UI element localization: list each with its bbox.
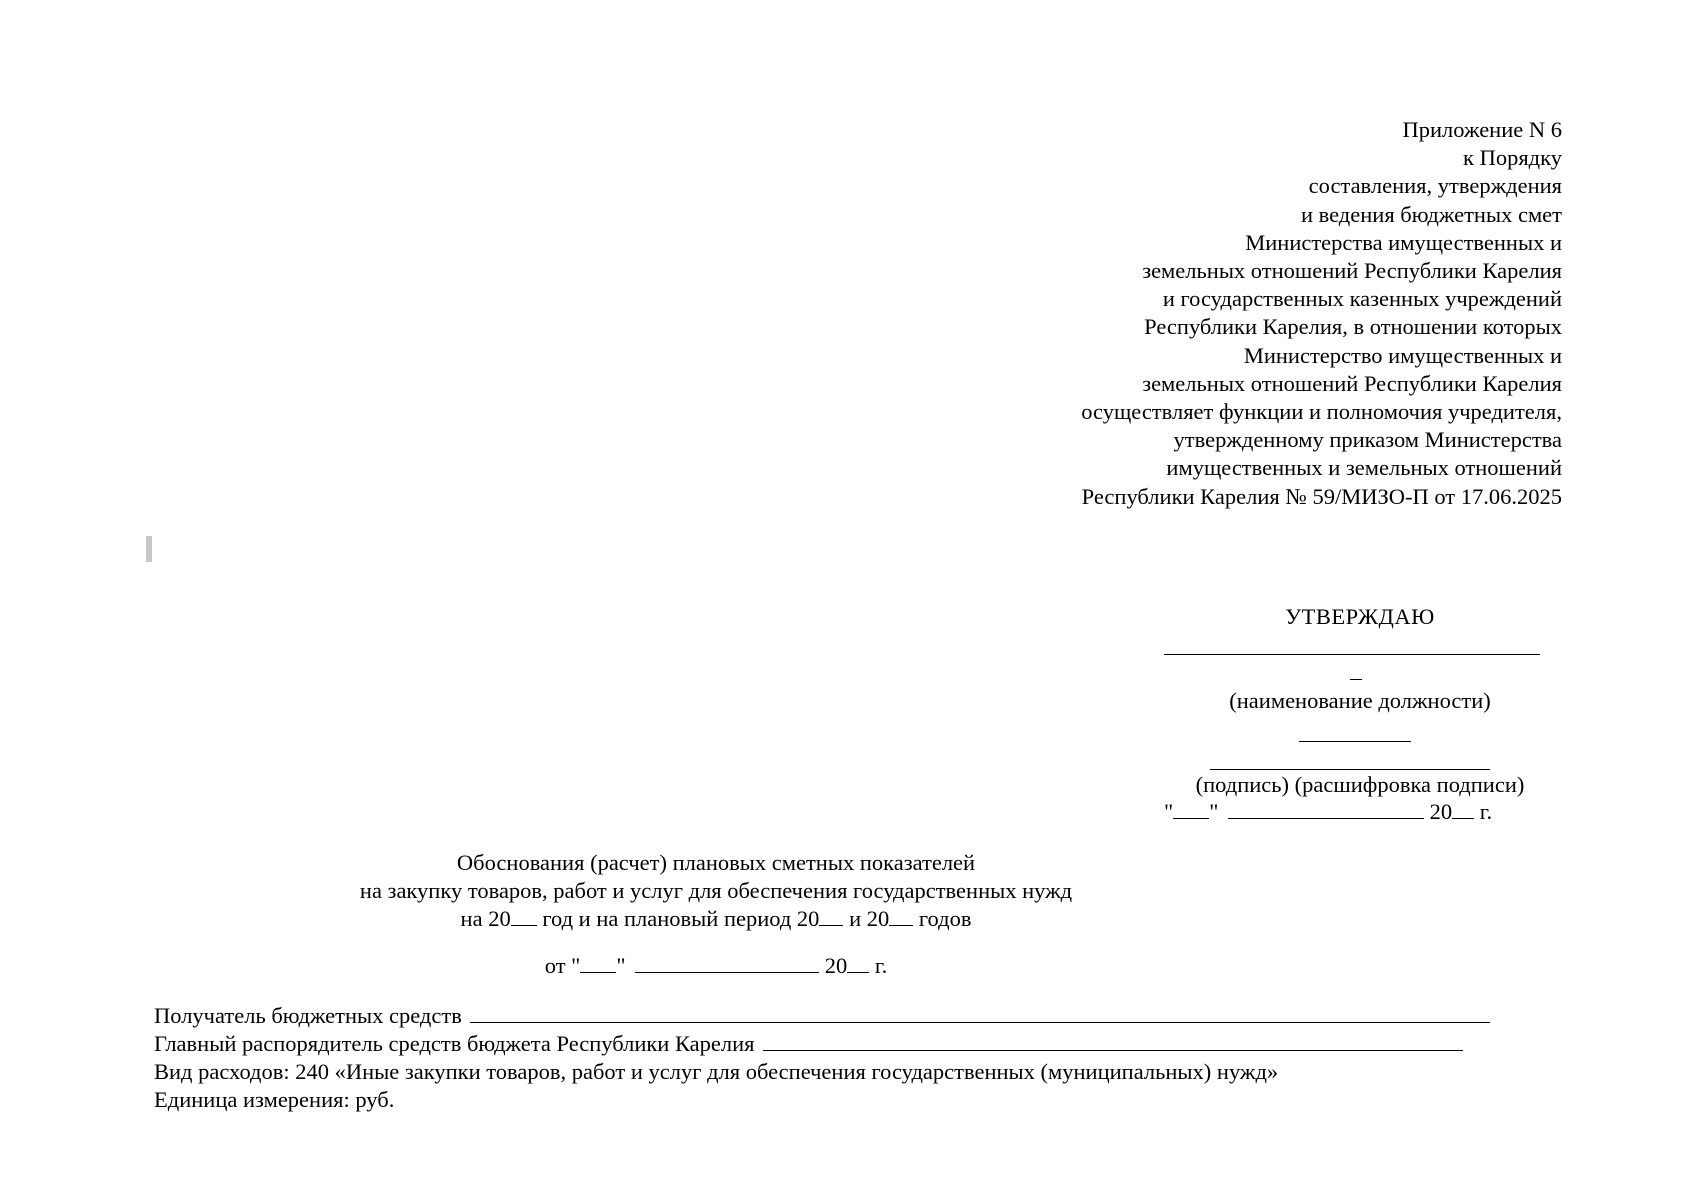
main-manager-label: Главный распорядитель средств бюджета Республики Карелия xyxy=(154,1031,755,1056)
position-line xyxy=(1164,654,1540,655)
day-blank xyxy=(580,952,616,973)
year-blank xyxy=(511,905,537,926)
year-blank xyxy=(819,905,843,926)
appendix-line: Приложение N 6 xyxy=(1402,117,1562,142)
from-year-prefix: 20 xyxy=(824,953,848,978)
title-line-1: Обоснования (расчет) плановых сметных показателей xyxy=(456,850,976,875)
appendix-line: земельных отношений Республики Карелия xyxy=(1142,258,1562,284)
title-plan-period: год и на плановый период 20 xyxy=(542,906,820,931)
document-date xyxy=(0,952,1432,979)
main-manager-row xyxy=(154,1030,1514,1058)
title-year-prefix: на 20 xyxy=(460,906,511,931)
from-prefix: от " xyxy=(544,953,581,978)
year-blank xyxy=(889,905,913,926)
appendix-line: земельных отношений Республики Карелия xyxy=(1142,370,1562,396)
appendix-line: и ведения бюджетных смет xyxy=(1300,201,1562,227)
appendix-line: Республики Карелия № 59/МИЗО-П от 17.06.2025 xyxy=(1081,483,1562,509)
appendix-line: утвержденному приказом Министерства xyxy=(1173,427,1562,453)
main-manager-field-line xyxy=(763,1032,1463,1051)
from-year-suffix: г. xyxy=(874,953,888,978)
date-open-quote: " xyxy=(1164,799,1174,824)
signature-line xyxy=(1210,769,1490,770)
unit-row xyxy=(154,1086,1514,1114)
date-year-prefix: 20 xyxy=(1429,799,1453,824)
title-years-word: годов xyxy=(918,906,972,931)
appendix-line: Министерство имущественных и xyxy=(1243,342,1562,368)
year-blank xyxy=(847,952,869,973)
appendix-line: Республики Карелия, в отношении которых xyxy=(1144,314,1562,340)
recipient-label: Получатель бюджетных средств xyxy=(154,1003,462,1028)
signature-line-short xyxy=(1299,741,1411,742)
position-caption: (наименование должности) xyxy=(1229,688,1491,713)
title-and-year: и 20 xyxy=(849,906,890,931)
appendix-line: имущественных и земельных отношений xyxy=(1166,455,1562,481)
document-info xyxy=(154,1002,1514,1114)
month-blank xyxy=(635,952,819,973)
approval-title: УТВЕРЖДАЮ xyxy=(1285,604,1435,629)
expense-type-row xyxy=(154,1058,1514,1086)
text-cursor-marker xyxy=(146,536,152,562)
expense-type: Вид расходов: 240 «Иные закупки товаров, работ и услуг для обеспечения государственных (муниципальных) нужд» xyxy=(154,1059,1279,1084)
appendix-line: Министерства имущественных и xyxy=(1245,229,1562,255)
signature-caption: (подпись) (расшифровка подписи) xyxy=(1195,772,1525,797)
appendix-line: осуществляет функции и полномочия учредителя, xyxy=(1081,399,1562,425)
approval-date xyxy=(1164,798,1492,825)
appendix-line: составления, утверждения xyxy=(1308,173,1562,199)
title-line-2: на закупку товаров, работ и услуг для обеспечения государственных нужд xyxy=(359,878,1073,903)
appendix-line: и государственных казенных учреждений xyxy=(1162,286,1562,312)
appendix-header xyxy=(802,116,1562,511)
document-title xyxy=(0,849,1432,933)
month-blank xyxy=(1228,798,1424,819)
unit-of-measure: Единица измерения: руб. xyxy=(154,1087,395,1112)
date-year-suffix: г. xyxy=(1479,799,1493,824)
recipient-row xyxy=(154,1002,1514,1030)
day-blank xyxy=(1173,798,1209,819)
recipient-field-line xyxy=(470,1004,1490,1023)
approval-block xyxy=(1140,600,1580,840)
title-line-3 xyxy=(0,905,1432,933)
from-quote-close: " xyxy=(616,953,626,978)
appendix-line: к Порядку xyxy=(1463,145,1562,171)
year-blank xyxy=(1452,798,1474,819)
position-line-tail xyxy=(1350,679,1362,680)
date-close-quote: " xyxy=(1209,799,1219,824)
